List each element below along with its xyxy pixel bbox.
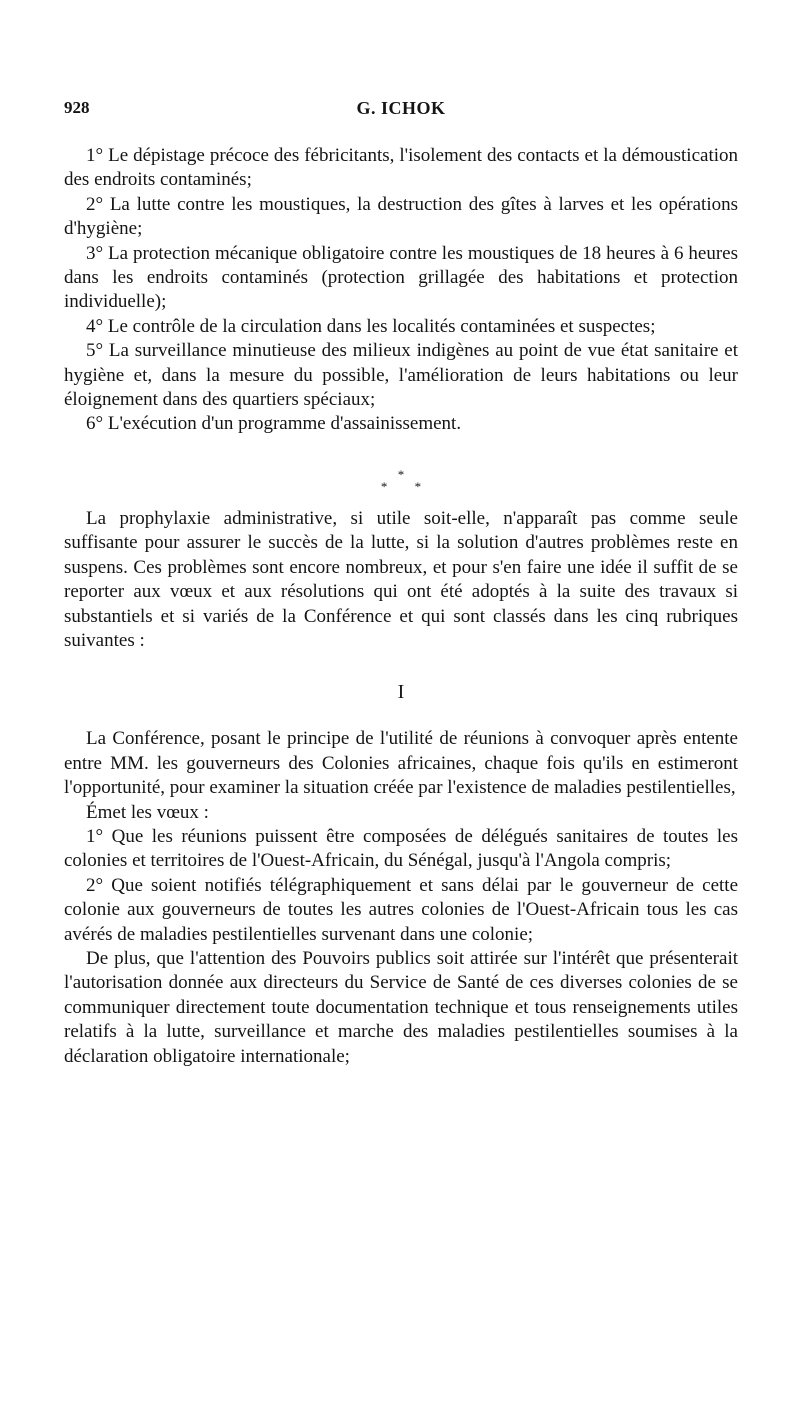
running-title: G. ICHOK (356, 98, 446, 118)
list-item: 1° Le dépistage précoce des fébricitants, l'isolement des contacts et la démoustication des endroits contaminés; (64, 145, 738, 191)
page-number: 928 (64, 98, 90, 117)
asterism-separator (64, 467, 738, 505)
paragraph: Émet les vœux : (86, 801, 209, 823)
paragraph: 1° Que les réunions puissent être composées de délégués sanitaires de toutes les colonies et territoires de l'Ouest-Africain, du Sénégal, jusqu'à l'Angola compris; (64, 825, 738, 872)
prophylaxis-measures-list (64, 144, 738, 437)
list-item: 4° Le contrôle de la circulation dans les localités contaminées et suspectes; (86, 315, 656, 337)
asterism-top: * (397, 466, 405, 482)
list-item: 6° L'exécution d'un programme d'assainissement. (86, 413, 462, 435)
asterism-bottom: * * (380, 478, 434, 494)
list-item: 3° La protection mécanique obligatoire contre les moustiques de 18 heures à 6 heures dans les endroits contaminés (protection grillagée des habitations et protection individuelle); (64, 242, 738, 313)
document-page (0, 98, 800, 1402)
paragraph: De plus, que l'attention des Pouvoirs publics soit attirée sur l'intérêt que présenterait l'autorisation donnée aux directeurs du Service de Santé de ces diverses colonies de se communiquer directement toute documentation technique et tous renseignements utiles relatifs à la lutte, surveillance et marche des maladies pestilentielles soumises à la déclaration obligatoire internationale; (64, 947, 738, 1067)
list-item: 2° La lutte contre les moustiques, la destruction des gîtes à larves et les opérations d'hygiène; (64, 193, 738, 240)
section-heading: I (397, 681, 405, 704)
list-item: 5° La surveillance minutieuse des milieux indigènes au point de vue état sanitaire et hygiène et, dans la mesure du possible, l'amélioration de leurs habitations ou leur éloignement dans des quartiers spéciaux; (64, 340, 738, 411)
paragraph: 2° Que soient notifiés télégraphiquement et sans délai par le gouverneur de cette colonie aux gouverneurs de toutes les autres colonies de l'Ouest-Africain tous les cas avérés de maladies pestilentielles survenant dans une colonie; (64, 874, 738, 945)
intro-paragraph: La prophylaxie administrative, si utile soit-elle, n'apparaît pas comme seule suffisante pour assurer le succès de la lutte, si la solution d'autres problèmes reste en suspens. Ces problèmes sont encore nombreux, et pour s'en faire une idée il suffit de se reporter aux vœux et aux résolutions qui ont été adoptés à la suite des travaux si substantiels et si variés de la Conférence et qui sont classés dans les cinq rubriques suivantes : (64, 507, 738, 651)
paragraph: La Conférence, posant le principe de l'utilité de réunions à convoquer après entente entre MM. les gouverneurs des Colonies africaines, chaque fois qu'ils en estimeront l'opportunité, pour examiner la situation créée par l'existence de maladies pestilentielles, (64, 728, 738, 799)
resolution-section (64, 727, 738, 1069)
running-header (64, 98, 738, 128)
intro-section (64, 507, 738, 653)
